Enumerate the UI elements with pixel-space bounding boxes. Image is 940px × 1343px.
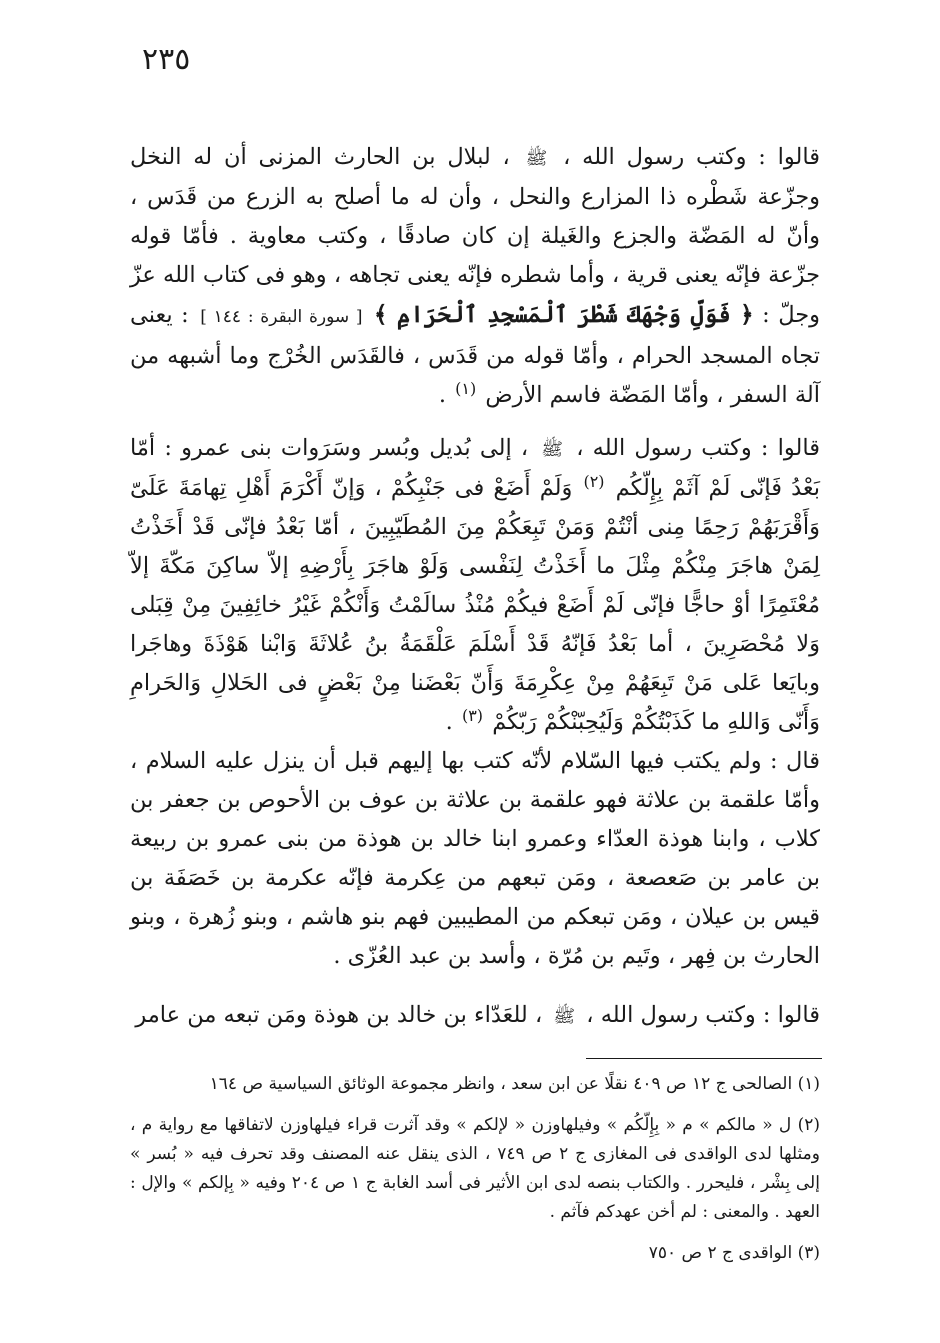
paragraph-1-body: ، لبلال بن الحارث المزنى أن له النخل وجزّعة شَطْره ذا المزارع والنحل ، وأن له ما أصلح به الزرع من قَدَس ، وأنّ له المَضّة والجزع والغَيلة إن كان صادقًا ، وكتب معاوية . فأمّا قوله جزّعة فإنّه يعنى قرية ، وأما شطره فإنّه يعنى تجاهه ، وهو فى كتاب الله عزّ وجلّ :	[130, 144, 821, 328]
footnotes	[130, 1070, 820, 1268]
paragraph-1	[130, 138, 820, 415]
page-number: ٢٣٥	[142, 42, 191, 77]
main-text	[130, 138, 820, 1036]
quran-verse: ﴿ فَوَلِّ وَجْهَكَ شَطْرَ ٱلْمَسْجِدِ ٱلْحَرَامِ ﴾	[374, 301, 754, 328]
footnote-1: (١) الصالحى ج ١٢ ص ٤٠٩ نقلًا عن ابن سعد ، وانظر مجموعة الوثائق السياسية ص ١٦٤	[209, 1074, 820, 1094]
paragraph-2-body: ، إلى بُديل وبُسر وسَرَوات بنى عمرو : أمّا بَعْدُ فَإنّى لَمْ آثَمْ بِإِلّكُم	[130, 435, 821, 501]
honorific-glyph: ﷺ	[525, 148, 548, 169]
footnote-ref-2: (٢)	[583, 471, 605, 491]
paragraph-1-continuation: : يعنى تجاه المسجد الحرام ، وأمّا قوله من قَدَس ، فالقَدَس الخُرْج وما أشبهه من آلة السفر ، وأمّا المَضّة فاسم الأرض	[130, 302, 820, 408]
footnote-3: (٣) الواقدى ج ٢ ص ٧٥٠	[648, 1243, 820, 1263]
paragraph-2	[130, 429, 820, 742]
paragraph-4	[130, 996, 820, 1036]
paragraph-1-opening: قالوا : وكتب رسول الله ،	[563, 144, 821, 170]
paragraph-1-end: .	[438, 382, 446, 408]
paragraph-4-body: ، للعَدّاء بن خالد بن هوذة ومَن تبعه من عامر	[135, 1002, 543, 1028]
footnote-ref-1: (١)	[455, 378, 477, 398]
quran-citation: [ سورة البقرة : ١٤٤ ]	[200, 307, 363, 327]
footnote-divider	[586, 1058, 822, 1059]
paragraph-4-opening: قالوا : وكتب رسول الله ،	[586, 1002, 820, 1028]
honorific-glyph: ﷺ	[553, 1006, 576, 1027]
footnote-2: (٢) ل « مالكم » م « بِإِلّكُم » وفيلهاوزن « لإلكم » وقد آثرت قراء فيلهاوزن لاتفاقها مع رواية م ، ومثلها لدى الواقدى فى المغازى ج ٢ ص ٧٤٩ ، الذى ينقل عنه المصنف وقد تحرف فيه « بُسر » إلى بِشْر ، فليحرر . والكتاب بنصه لدى ابن الأثير فى أسد الغابة ج ١ ص ٢٠٤ وفيه « بِإلكم » والإل : العهد . والمعنى : لم أخن عهدكم فآثم .	[130, 1115, 820, 1222]
paragraph-2-opening: قالوا : وكتب رسول الله ،	[576, 435, 820, 461]
paragraph-3: قال : ولم يكتب فيها السّلام لأنّه كتب بها إليهم قبل أن ينزل عليه السلام ، وأمّا علقمة بن علاثة فهو علقمة بن علاثة بن عوف بن الأحوص بن جعفر بن كلاب ، وابنا هوذة العدّاء وعمرو ابنا خالد بن هوذة من بنى عمرو بن ربيعة بن عامر بن صَعصعة ، ومَن تبعهم من عِكرمة فإنّه عكرمة بن خَصَفَة بن قيس بن عيلان ، ومَن تبعكم من المطيبين فهم بنو هاشم ، وبنو زُهرة ، وبنو الحارث بن فِهر ، وتَيم بن مُرّة ، وأسد بن عبد العُزّى .	[130, 748, 820, 969]
footnote-ref-3: (٣)	[461, 705, 484, 725]
honorific-glyph: ﷺ	[541, 439, 564, 460]
paragraph-2-end: .	[445, 709, 453, 735]
paragraph-2-continuation: وَلَمْ أَضَعْ فى جَنْبِكُمْ ، وَإنّ أَكْرَمَ أَهْلِ تِهامَةَ عَلَىّ وَأَقْرَبَهُمْ رَحِمًا مِنى أنْتُمْ وَمَنْ تَبِعَكُمْ مِنَ المُطَيّبِينَ ، أمّا بَعْدُ فإنّى قَدْ أَخَذْتُ لِمَنْ هاجَرَ مِنْكُمْ مِثْلَ ما أَخَذْتُ لِنَفْسى وَلَوْ هاجَرَ بِأَرْضِهِ إلاّ ساكِنَ مَكّةَ إلاّ مُعْتَمِرًا أوْ حاجًّا فإنّى لَمْ أَضَعْ فيكُمْ مُنْذُ سالَمْتُ وَأَنْكُمْ غَيْرُ خائِفِينَ مِنْ قِبَلى وَلا مُحْصَرِينَ ، أما بَعْدُ فَإنّهُ قَدْ أَسْلَمَ عَلْقَمَةُ بنُ عُلاثَةَ وَابْنا هَوْذَةَ وهاجَرا وبايَعا عَلى مَنْ تَبِعَهُمْ مِنْ عِكْرِمَةَ وَأَنّ بَعْضَنا مِنْ بَعْضٍ فى الحَلالِ وَالحَرامِ وَأَنّى وَاللهِ ما كَذَبْتُكُمْ وَلَيُحِبّنْكُمْ رَبّكُمْ	[130, 475, 820, 735]
